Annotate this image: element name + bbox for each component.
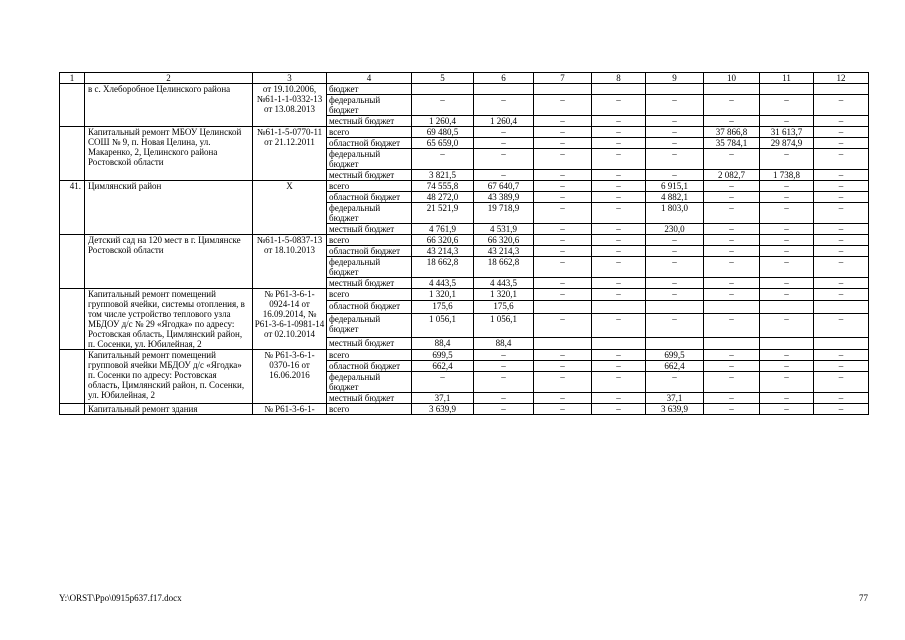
table-row: [60, 181, 869, 192]
amount-cell: 662,4: [646, 361, 704, 372]
amount-cell: 3 821,5: [412, 170, 474, 181]
amount-cell: –: [474, 138, 534, 149]
budget-source: всего: [327, 181, 412, 192]
object-name: Цимлянский район: [85, 181, 253, 235]
budget-source: местный бюджет: [327, 116, 412, 127]
amount-cell: –: [646, 170, 704, 181]
amount-cell: –: [646, 149, 704, 170]
amount-cell: –: [760, 404, 814, 415]
amount-cell: [704, 84, 760, 95]
amount-cell: –: [534, 257, 592, 278]
amount-cell: [760, 337, 814, 349]
amount-cell: –: [412, 372, 474, 393]
amount-cell: 2 082,7: [704, 170, 760, 181]
amount-cell: –: [704, 350, 760, 361]
amount-cell: –: [646, 313, 704, 337]
amount-cell: –: [592, 246, 646, 257]
row-number: [60, 235, 85, 289]
budget-source: областной бюджет: [327, 361, 412, 372]
budget-source: местный бюджет: [327, 170, 412, 181]
amount-cell: –: [814, 170, 869, 181]
amount-cell: –: [592, 138, 646, 149]
amount-cell: [412, 84, 474, 95]
column-header: 7: [534, 73, 592, 84]
amount-cell: –: [534, 224, 592, 235]
row-number: [60, 289, 85, 350]
amount-cell: –: [646, 127, 704, 138]
amount-cell: 88,4: [474, 337, 534, 349]
amount-cell: 662,4: [412, 361, 474, 372]
table-row: [60, 235, 869, 246]
amount-cell: –: [704, 224, 760, 235]
amount-cell: –: [592, 127, 646, 138]
amount-cell: –: [534, 313, 592, 337]
amount-cell: –: [704, 246, 760, 257]
amount-cell: –: [534, 289, 592, 301]
amount-cell: 43 389,9: [474, 192, 534, 203]
amount-cell: –: [592, 203, 646, 224]
amount-cell: –: [592, 170, 646, 181]
amount-cell: –: [534, 393, 592, 404]
amount-cell: –: [534, 181, 592, 192]
amount-cell: –: [592, 372, 646, 393]
amount-cell: –: [760, 393, 814, 404]
amount-cell: 699,5: [412, 350, 474, 361]
amount-cell: –: [592, 350, 646, 361]
row-number: [60, 84, 85, 127]
amount-cell: –: [534, 138, 592, 149]
amount-cell: 29 874,9: [760, 138, 814, 149]
amount-cell: –: [592, 95, 646, 116]
amount-cell: –: [760, 278, 814, 289]
amount-cell: –: [646, 95, 704, 116]
amount-cell: –: [814, 372, 869, 393]
amount-cell: –: [704, 257, 760, 278]
amount-cell: –: [760, 181, 814, 192]
amount-cell: –: [704, 361, 760, 372]
amount-cell: –: [814, 203, 869, 224]
amount-cell: –: [760, 313, 814, 337]
amount-cell: –: [592, 116, 646, 127]
amount-cell: –: [592, 149, 646, 170]
amount-cell: 19 718,9: [474, 203, 534, 224]
amount-cell: –: [534, 278, 592, 289]
amount-cell: –: [760, 257, 814, 278]
column-header: 9: [646, 73, 704, 84]
amount-cell: –: [704, 313, 760, 337]
amount-cell: [646, 337, 704, 349]
amount-cell: –: [704, 404, 760, 415]
budget-source: бюджет: [327, 84, 412, 95]
amount-cell: –: [814, 95, 869, 116]
amount-cell: –: [760, 235, 814, 246]
amount-cell: –: [760, 289, 814, 301]
amount-cell: –: [592, 361, 646, 372]
amount-cell: 4 882,1: [646, 192, 704, 203]
amount-cell: –: [704, 289, 760, 301]
amount-cell: –: [592, 235, 646, 246]
amount-cell: [704, 301, 760, 313]
amount-cell: 43 214,3: [474, 246, 534, 257]
amount-cell: –: [814, 246, 869, 257]
budget-source: федеральный бюджет: [327, 313, 412, 337]
budget-source: всего: [327, 127, 412, 138]
amount-cell: –: [474, 372, 534, 393]
object-name: Капитальный ремонт помещений групповой ячейки, системы отопления, в том числе устройство теплового узла МБДОУ д/с № 29 «Ягодка» по адресу: Ростовская область, Цимлянский район, п. Сосенки, ул. Юбилейная, 2: [85, 289, 253, 350]
budget-source: федеральный бюджет: [327, 257, 412, 278]
row-number: [60, 404, 85, 415]
table-row: [60, 289, 869, 301]
table-row: [60, 404, 869, 415]
amount-cell: 230,0: [646, 224, 704, 235]
amount-cell: 48 272,0: [412, 192, 474, 203]
amount-cell: –: [592, 181, 646, 192]
object-name: Капитальный ремонт помещений групповой ячейки МБДОУ д/с «Ягодка» п. Сосенки по адресу: Ростовская область, Цимлянский район, п. Сосенки, ул. Юбилейная, 2: [85, 350, 253, 404]
document-reference: от 19.10.2006, №61-1-1-0332-13 от 13.08.2013: [253, 84, 327, 127]
amount-cell: –: [704, 149, 760, 170]
row-number: [60, 127, 85, 181]
document-reference: №61-1-5-0770-11 от 21.12.2011: [253, 127, 327, 181]
amount-cell: –: [814, 235, 869, 246]
amount-cell: [814, 337, 869, 349]
column-header: 2: [85, 73, 253, 84]
amount-cell: 1 056,1: [474, 313, 534, 337]
document-reference: № Р61-3-6-1-0370-16 от 16.06.2016: [253, 350, 327, 404]
amount-cell: –: [474, 95, 534, 116]
amount-cell: 175,6: [412, 301, 474, 313]
footer-file-path: Y:\ORST\Ppo\0915p637.f17.docx: [59, 593, 182, 603]
amount-cell: [704, 337, 760, 349]
amount-cell: 18 662,8: [412, 257, 474, 278]
amount-cell: 4 443,5: [412, 278, 474, 289]
budget-source: всего: [327, 235, 412, 246]
amount-cell: –: [704, 192, 760, 203]
amount-cell: –: [474, 170, 534, 181]
amount-cell: –: [412, 95, 474, 116]
amount-cell: –: [814, 393, 869, 404]
column-header: 12: [814, 73, 869, 84]
object-name: в с. Хлеборобное Целинского района: [85, 84, 253, 127]
amount-cell: –: [760, 95, 814, 116]
amount-cell: –: [814, 127, 869, 138]
amount-cell: 18 662,8: [474, 257, 534, 278]
amount-cell: 43 214,3: [412, 246, 474, 257]
amount-cell: [534, 84, 592, 95]
budget-source: местный бюджет: [327, 278, 412, 289]
amount-cell: 3 639,9: [646, 404, 704, 415]
amount-cell: –: [760, 224, 814, 235]
amount-cell: –: [814, 313, 869, 337]
amount-cell: [534, 301, 592, 313]
amount-cell: –: [814, 350, 869, 361]
column-header: 5: [412, 73, 474, 84]
amount-cell: –: [814, 181, 869, 192]
amount-cell: 4 761,9: [412, 224, 474, 235]
amount-cell: –: [646, 235, 704, 246]
amount-cell: –: [704, 203, 760, 224]
amount-cell: –: [760, 149, 814, 170]
amount-cell: –: [814, 116, 869, 127]
amount-cell: –: [534, 361, 592, 372]
amount-cell: 6 915,1: [646, 181, 704, 192]
amount-cell: –: [474, 350, 534, 361]
table-row: [60, 127, 869, 138]
amount-cell: 1 260,4: [474, 116, 534, 127]
budget-source: всего: [327, 289, 412, 301]
amount-cell: –: [474, 361, 534, 372]
amount-cell: –: [760, 361, 814, 372]
amount-cell: –: [592, 393, 646, 404]
amount-cell: [592, 301, 646, 313]
amount-cell: 37,1: [646, 393, 704, 404]
amount-cell: –: [704, 181, 760, 192]
amount-cell: 21 521,9: [412, 203, 474, 224]
amount-cell: –: [474, 127, 534, 138]
amount-cell: 31 613,7: [760, 127, 814, 138]
object-name: Капитальный ремонт МБОУ Целинской СОШ № 9, п. Новая Целина, ул. Макаренко, 2, Целинского района Ростовской области: [85, 127, 253, 181]
amount-cell: –: [704, 235, 760, 246]
amount-cell: 69 480,5: [412, 127, 474, 138]
budget-source: местный бюджет: [327, 224, 412, 235]
amount-cell: –: [592, 192, 646, 203]
amount-cell: 65 659,0: [412, 138, 474, 149]
amount-cell: –: [592, 257, 646, 278]
header-row: [60, 73, 869, 84]
row-number: [60, 350, 85, 404]
column-header: 3: [253, 73, 327, 84]
amount-cell: –: [592, 278, 646, 289]
amount-cell: 66 320,6: [474, 235, 534, 246]
amount-cell: [646, 301, 704, 313]
amount-cell: 1 803,0: [646, 203, 704, 224]
amount-cell: –: [592, 289, 646, 301]
budget-source: областной бюджет: [327, 138, 412, 149]
column-header: 11: [760, 73, 814, 84]
amount-cell: –: [534, 149, 592, 170]
column-header: 1: [60, 73, 85, 84]
amount-cell: –: [534, 350, 592, 361]
amount-cell: –: [592, 313, 646, 337]
amount-cell: –: [534, 203, 592, 224]
amount-cell: –: [592, 224, 646, 235]
amount-cell: –: [760, 372, 814, 393]
amount-cell: –: [760, 350, 814, 361]
amount-cell: –: [814, 224, 869, 235]
budget-table: [59, 72, 869, 415]
budget-source: федеральный бюджет: [327, 203, 412, 224]
budget-source: всего: [327, 350, 412, 361]
amount-cell: –: [474, 149, 534, 170]
amount-cell: –: [814, 361, 869, 372]
amount-cell: –: [534, 170, 592, 181]
amount-cell: [592, 337, 646, 349]
budget-source: федеральный бюджет: [327, 149, 412, 170]
amount-cell: 74 555,8: [412, 181, 474, 192]
amount-cell: –: [814, 138, 869, 149]
amount-cell: –: [760, 192, 814, 203]
amount-cell: –: [814, 257, 869, 278]
amount-cell: –: [474, 404, 534, 415]
amount-cell: [474, 84, 534, 95]
document-reference: Х: [253, 181, 327, 235]
amount-cell: –: [814, 404, 869, 415]
column-header: 10: [704, 73, 760, 84]
amount-cell: [592, 84, 646, 95]
amount-cell: [760, 84, 814, 95]
amount-cell: –: [760, 116, 814, 127]
budget-source: областной бюджет: [327, 192, 412, 203]
amount-cell: 88,4: [412, 337, 474, 349]
amount-cell: 67 640,7: [474, 181, 534, 192]
amount-cell: –: [646, 116, 704, 127]
amount-cell: –: [412, 149, 474, 170]
document-reference: №61-1-5-0837-13 от 18.10.2013: [253, 235, 327, 289]
amount-cell: 699,5: [646, 350, 704, 361]
object-name: Капитальный ремонт здания: [85, 404, 253, 415]
budget-source: областной бюджет: [327, 246, 412, 257]
budget-source: местный бюджет: [327, 337, 412, 349]
budget-source: федеральный бюджет: [327, 372, 412, 393]
column-header: 6: [474, 73, 534, 84]
amount-cell: –: [646, 372, 704, 393]
amount-cell: –: [646, 278, 704, 289]
amount-cell: –: [646, 257, 704, 278]
column-header: 8: [592, 73, 646, 84]
amount-cell: 1 320,1: [474, 289, 534, 301]
budget-source: федеральный бюджет: [327, 95, 412, 116]
amount-cell: –: [760, 203, 814, 224]
amount-cell: –: [814, 192, 869, 203]
amount-cell: 175,6: [474, 301, 534, 313]
amount-cell: –: [814, 149, 869, 170]
footer-page-number: 77: [859, 593, 868, 603]
amount-cell: –: [534, 192, 592, 203]
amount-cell: –: [704, 278, 760, 289]
amount-cell: 37,1: [412, 393, 474, 404]
amount-cell: –: [534, 95, 592, 116]
amount-cell: [760, 301, 814, 313]
budget-source: областной бюджет: [327, 301, 412, 313]
amount-cell: –: [534, 116, 592, 127]
amount-cell: –: [534, 246, 592, 257]
amount-cell: –: [814, 278, 869, 289]
amount-cell: –: [814, 289, 869, 301]
amount-cell: –: [704, 95, 760, 116]
amount-cell: [646, 84, 704, 95]
amount-cell: –: [474, 393, 534, 404]
object-name: Детский сад на 120 мест в г. Цимлянске Ростовской области: [85, 235, 253, 289]
amount-cell: –: [646, 289, 704, 301]
table-row: [60, 84, 869, 95]
amount-cell: –: [760, 246, 814, 257]
amount-cell: –: [704, 372, 760, 393]
amount-cell: 35 784,1: [704, 138, 760, 149]
amount-cell: –: [592, 404, 646, 415]
column-header: 4: [327, 73, 412, 84]
amount-cell: –: [704, 116, 760, 127]
amount-cell: [534, 337, 592, 349]
amount-cell: 3 639,9: [412, 404, 474, 415]
row-number: 41.: [60, 181, 85, 235]
amount-cell: 1 320,1: [412, 289, 474, 301]
amount-cell: [814, 301, 869, 313]
amount-cell: –: [534, 404, 592, 415]
amount-cell: 4 443,5: [474, 278, 534, 289]
amount-cell: 66 320,6: [412, 235, 474, 246]
amount-cell: 1 260,4: [412, 116, 474, 127]
amount-cell: [814, 84, 869, 95]
amount-cell: –: [704, 393, 760, 404]
document-reference: № Р61-3-6-1-0924-14 от 16.09.2014, № Р61-3-6-1-0981-14 от 02.10.2014: [253, 289, 327, 350]
budget-source: всего: [327, 404, 412, 415]
amount-cell: 4 531,9: [474, 224, 534, 235]
budget-source: местный бюджет: [327, 393, 412, 404]
amount-cell: –: [534, 127, 592, 138]
amount-cell: 37 866,8: [704, 127, 760, 138]
amount-cell: –: [534, 235, 592, 246]
amount-cell: –: [646, 246, 704, 257]
document-reference: № Р61-3-6-1-: [253, 404, 327, 415]
table-row: [60, 350, 869, 361]
amount-cell: 1 738,8: [760, 170, 814, 181]
amount-cell: 1 056,1: [412, 313, 474, 337]
amount-cell: –: [646, 138, 704, 149]
amount-cell: –: [534, 372, 592, 393]
